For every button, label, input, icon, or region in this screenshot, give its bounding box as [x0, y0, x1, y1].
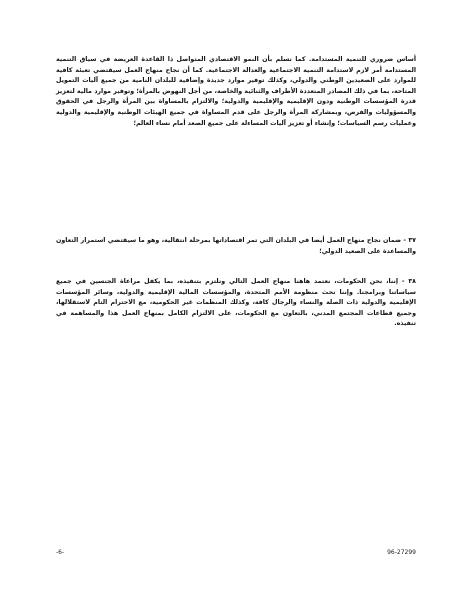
paragraph-38-number: ٣٨ - — [401, 278, 417, 285]
paragraph-continuation-text: أساس ضروري للتنمية المستدامة. كما نسلم بأن النمو الاقتصادي المتواصل ذا القاعدة العريضة في سياق التنمية المستدامة أمر لازم لاستدامة التنمية الاجتماعية والعدالة الاجتماعية. كما أن نجاح منهاج العمل سيقتضي تعبئة كافية للموارد على الصعيدين الوطني والدولي، وكذلك توفير موارد جديدة وإضافية للبلدان النامية من جميع آليات التمويل المتاحة، بما في ذلك المصادر المتعددة الأطراف والثنائية والخاصة، من أجل النهوض بالمرأة؛ وتوفير موارد مالية لتعزيز قدرة المؤسسات الوطنية ودون الإقليمية والإقليمية والدولية؛ والالتزام بالمساواة بين المرأة والرجل في الحقوق والمسؤوليات والفرص، وبمشاركة المرأة والرجل على قدم المساواة في جميع الهيئات الوطنية والإقليمية والدولية وعمليات رسم السياسات؛ وإنشاء أو تعزيز آليات المساءلة على جميع الصعد أمام نساء العالم؛ — [56, 56, 416, 127]
paragraph-37 — [56, 236, 416, 257]
paragraph-38-text: إننا، نحن الحكومات، نعتمد هاهنا منهاج العمل التالي ونلتزم بتنفيذه، بما يكفل مراعاة الجنسين في جميع سياساتنا وبرامجنا. وإننا نحث منظومة الأمم المتحدة، والمؤسسات المالية الإقليمية والدولية، وسائر المؤسسات الإقليمية والدولية ذات الصلة والنساء والرجال كافة، وكذلك المنظمات غير الحكومية، مع الاحترام التام لاستقلالها، وجميع قطاعات المجتمع المدني، بالتعاون مع الحكومات، على الالتزام الكامل بمنهاج العمل هذا والمساهمة في تنفيذه. — [56, 278, 416, 328]
paragraph-38 — [56, 277, 416, 330]
document-symbol: 96-27299 — [387, 549, 416, 556]
paragraph-37-text: ضمان نجاح منهاج العمل أيضا في البلدان التي تمر اقتصاداتها بمرحلة انتقالية، وهو ما سيقتضي استمرار التعاون والمساعدة على الصعيد الدولي؛ — [56, 237, 416, 255]
paragraph-continuation — [56, 55, 416, 129]
paragraph-37-number: ٣٧ - — [403, 237, 416, 244]
page-number: -6- — [56, 549, 65, 556]
